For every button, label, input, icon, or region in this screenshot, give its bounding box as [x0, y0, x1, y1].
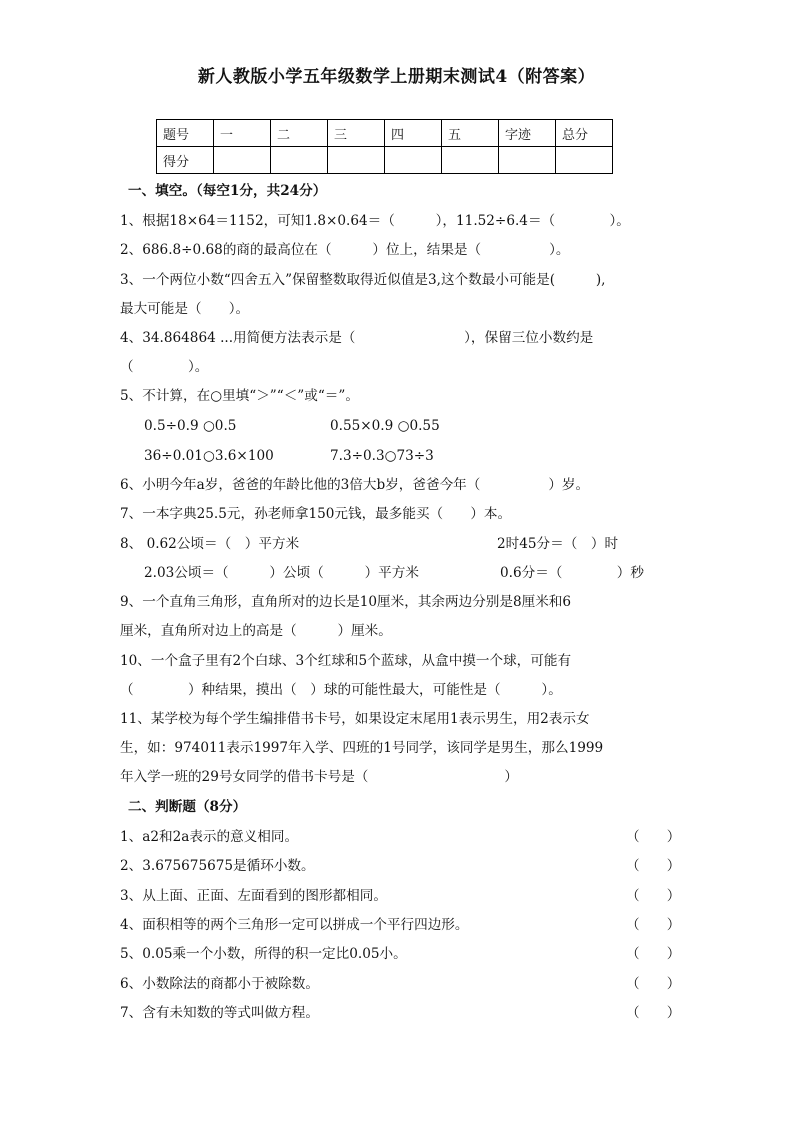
- judge-item: 6、小数除法的商都小于被除数。: [120, 976, 319, 992]
- table-cell: 三: [328, 120, 385, 147]
- table-cell: 字迹: [499, 120, 556, 147]
- answer-parentheses[interactable]: （ ）: [626, 976, 681, 992]
- judge-item: 4、面积相等的两个三角形一定可以拼成一个平行四边形。: [120, 917, 469, 933]
- section-heading-fill-in: 一、填空。（每空1分，共24分）: [128, 183, 327, 199]
- answer-parentheses[interactable]: （ ）: [626, 858, 681, 874]
- judge-item: 5、0.05乘一个小数，所得的积一定比0.05小。: [120, 946, 407, 962]
- question-line: 4、34.864864 ...用简便方法表示是（ ），保留三位小数约是: [120, 330, 594, 346]
- question-line: 11、某学校为每个学生编排借书卡号，如果设定末尾用1表示男生，用2表示女: [120, 711, 590, 727]
- question-line: 9、一个直角三角形，直角所对的边长是10厘米，其余两边分别是8厘米和6: [120, 594, 572, 610]
- question-line: 0.6分＝（ ）秒: [500, 565, 644, 581]
- question-line: 10、一个盒子里有2个白球、3个红球和5个蓝球，从盒中摸一个球，可能有: [120, 653, 572, 669]
- question-line: （ ）种结果，摸出（ ）球的可能性最大，可能性是（ ）。: [120, 682, 562, 698]
- table-cell: 四: [385, 120, 442, 147]
- answer-parentheses[interactable]: （ ）: [626, 917, 681, 933]
- question-line: 5、不计算，在○里填“＞”“＜”或“＝”。: [120, 388, 359, 404]
- score-table-score-row: [157, 147, 613, 174]
- question-line: 3、一个两位小数“四舍五入”保留整数取得近似值是3,这个数最小可能是( ),: [120, 272, 606, 288]
- judge-item: 1、a2和2a表示的意义相同。: [120, 829, 299, 845]
- answer-parentheses[interactable]: （ ）: [626, 1005, 681, 1021]
- score-cell[interactable]: [499, 147, 556, 174]
- compare-expression: 36÷0.01○3.6×100: [144, 448, 274, 464]
- score-cell[interactable]: [271, 147, 328, 174]
- table-cell: 题号: [157, 120, 214, 147]
- answer-parentheses[interactable]: （ ）: [626, 946, 681, 962]
- question-line: 生，如：974011表示1997年入学、四班的1号同学，该同学是男生，那么1999: [120, 740, 604, 756]
- question-line: 年入学一班的29号女同学的借书卡号是（ ）: [120, 769, 518, 785]
- table-cell: 一: [214, 120, 271, 147]
- score-table-header-row: [157, 120, 613, 147]
- answer-parentheses[interactable]: （ ）: [626, 829, 681, 845]
- compare-expression: 0.55×0.9 ○0.55: [330, 418, 440, 434]
- score-cell[interactable]: [214, 147, 271, 174]
- score-cell[interactable]: [385, 147, 442, 174]
- judge-item: 2、3.675675675是循环小数。: [120, 858, 315, 874]
- score-table: [156, 119, 613, 174]
- table-cell: 二: [271, 120, 328, 147]
- question-line: 1、根据18×64＝1152，可知1.8×0.64＝（ ），11.52÷6.4＝（ ）。: [120, 213, 630, 229]
- question-line: 2时45分＝（ ）时: [497, 536, 619, 552]
- score-cell[interactable]: [328, 147, 385, 174]
- question-line: 6、小明今年a岁，爸爸的年龄比他的3倍大b岁，爸爸今年（ ）岁。: [120, 477, 590, 493]
- question-line: 2.03公顷＝（ ）公顷（ ）平方米: [144, 565, 419, 581]
- question-line: 7、一本字典25.5元，孙老师拿150元钱，最多能买（ ）本。: [120, 506, 512, 522]
- question-line: 最大可能是（ ）。: [120, 301, 250, 317]
- question-line: 厘米，直角所对边上的高是（ ）厘米。: [120, 623, 392, 639]
- compare-expression: 0.5÷0.9 ○0.5: [144, 418, 237, 434]
- judge-item: 7、含有未知数的等式叫做方程。: [120, 1005, 319, 1021]
- question-line: （ ）。: [120, 359, 209, 375]
- page-title: 新人教版小学五年级数学上册期末测试4（附答案）: [197, 67, 596, 87]
- score-cell[interactable]: [556, 147, 613, 174]
- question-line: 2、686.8÷0.68的商的最高位在（ ）位上，结果是（ ）。: [120, 242, 570, 258]
- section-heading-true-false: 二、判断题（8分）: [128, 799, 247, 815]
- question-line: 8、 0.62公顷＝（ ）平方米: [120, 536, 300, 552]
- table-cell: 总分: [556, 120, 613, 147]
- answer-parentheses[interactable]: （ ）: [626, 888, 681, 904]
- table-cell: 得分: [157, 147, 214, 174]
- compare-expression: 7.3÷0.3○73÷3: [330, 448, 434, 464]
- table-cell: 五: [442, 120, 499, 147]
- score-cell[interactable]: [442, 147, 499, 174]
- judge-item: 3、从上面、正面、左面看到的图形都相同。: [120, 888, 387, 904]
